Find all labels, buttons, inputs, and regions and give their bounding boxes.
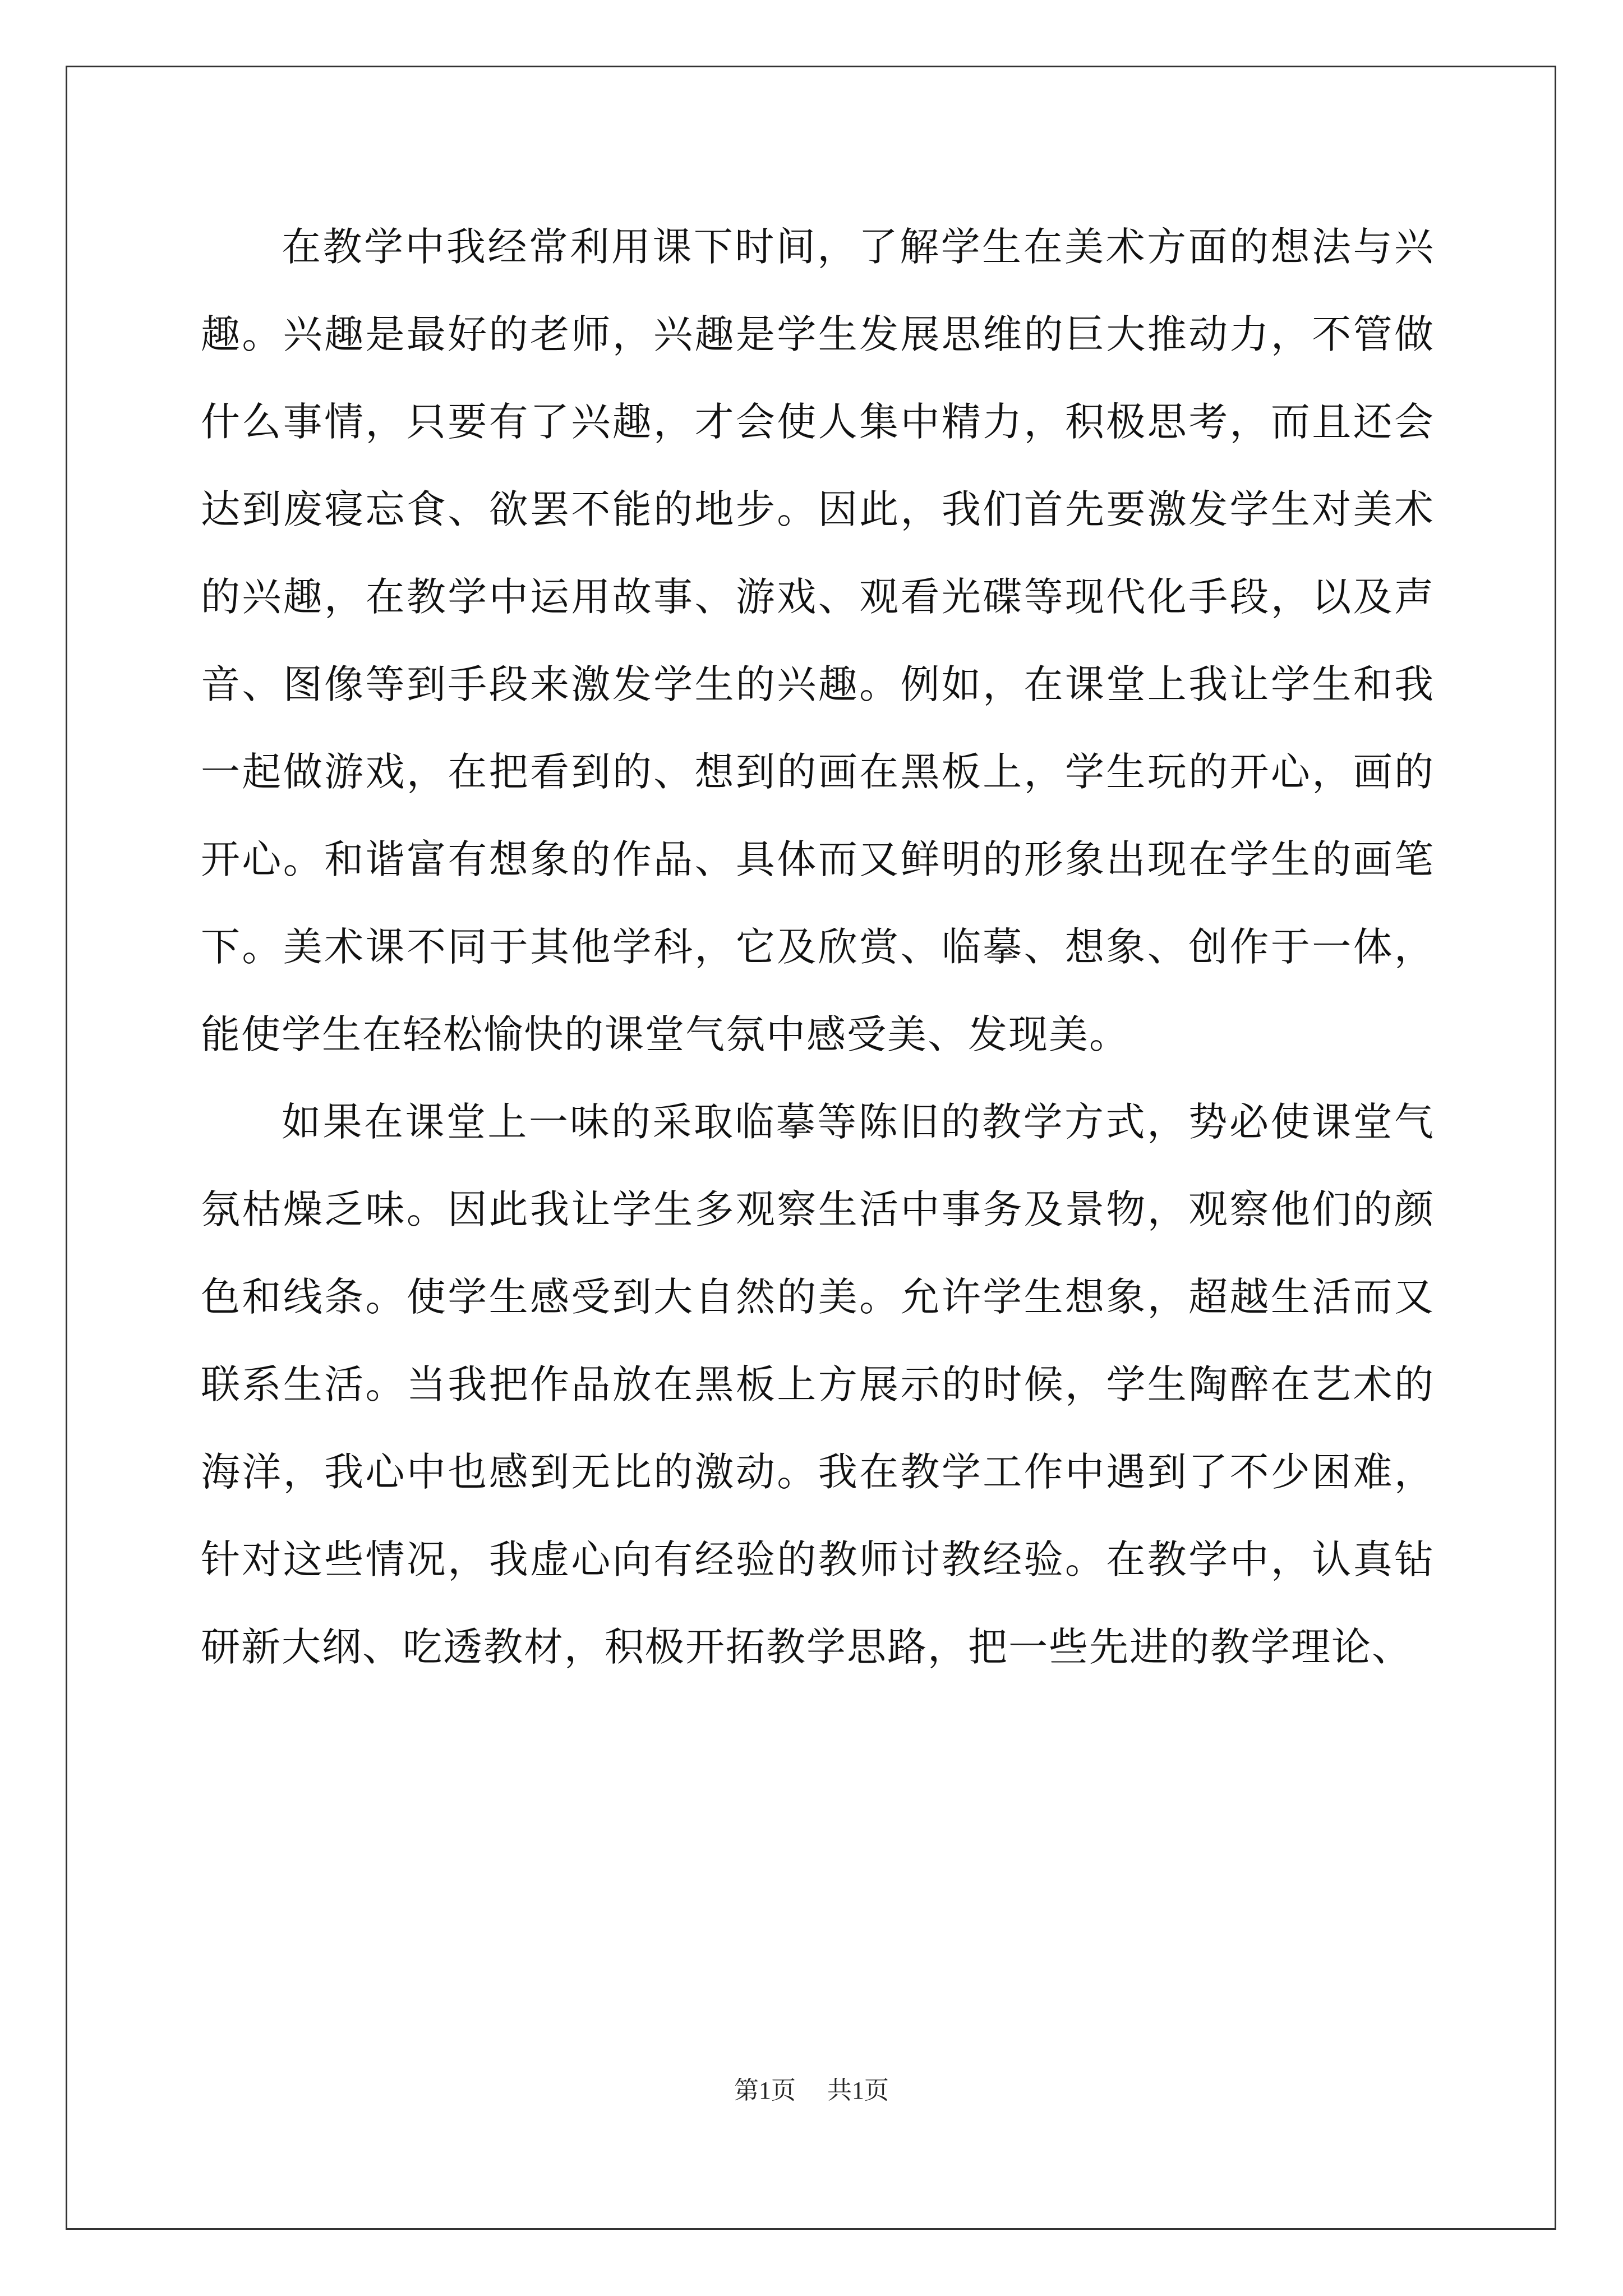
page-count: 共1页 xyxy=(827,2077,889,2104)
page-number: 第1页 xyxy=(734,2077,796,2104)
document-body xyxy=(201,203,1435,1691)
page-footer xyxy=(0,2070,1623,2106)
paragraph: 如果在课堂上一味的采取临摹等陈旧的教学方式，势必使课堂气氛枯燥乏味。因此我让学生多观察生活中事务及景物，观察他们的颜色和线条。使学生感受到大自然的美。允许学生想象，超越生活而又联系生活。当我把作品放在黑板上方展示的时候，学生陶醉在艺术的海洋，我心中也感到无比的激动。我在教学工作中遇到了不少困难，针对这些情况，我虚心向有经验的教师讨教经验。在教学中，认真钻研新大纲、吃透教材，积极开拓教学思路，把一些先进的教学理论、 xyxy=(201,1099,1435,1670)
paragraph: 在教学中我经常利用课下时间，了解学生在美术方面的想法与兴趣。兴趣是最好的老师，兴趣是学生发展思维的巨大推动力，不管做什么事情，只要有了兴趣，才会使人集中精力，积极思考，而且还会达到废寝忘食、欲罢不能的地步。因此，我们首先要激发学生对美术的兴趣，在教学中运用故事、游戏、观看光碟等现代化手段，以及声音、图像等到手段来激发学生的兴趣。例如，在课堂上我让学生和我一起做游戏，在把看到的、想到的画在黑板上，学生玩的开心，画的开心。和谐富有想象的作品、具体而又鲜明的形象出现在学生的画笔下。美术课不同于其他学科，它及欣赏、临摹、想象、创作于一体，能使学生在轻松愉快的课堂气氛中感受美、发现美。 xyxy=(201,224,1435,1057)
